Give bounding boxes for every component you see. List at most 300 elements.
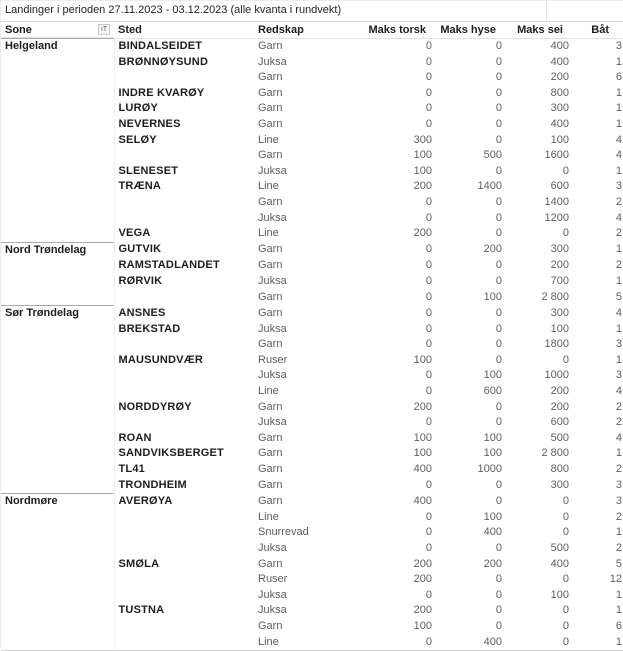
redskap-cell: Garn bbox=[258, 102, 283, 115]
redskap-cell: Juksa bbox=[258, 164, 287, 177]
table-row[interactable] bbox=[1, 179, 623, 195]
redskap-cell: Juksa bbox=[258, 416, 287, 429]
maks-torsk-cell: 0 bbox=[425, 71, 432, 84]
sted-cell: SELØY bbox=[118, 133, 157, 146]
table-row[interactable] bbox=[1, 541, 623, 557]
sted-cell: INDRE KVARØY bbox=[118, 86, 205, 99]
bat-cell: 2 bbox=[615, 195, 622, 208]
sted-cell: SMØLA bbox=[118, 557, 160, 570]
sone-cell: Nordmøre bbox=[1, 494, 114, 510]
table-row[interactable] bbox=[1, 462, 623, 478]
bat-cell: 4 bbox=[615, 385, 622, 398]
maks-torsk-cell: 0 bbox=[425, 416, 432, 429]
maks-torsk-cell: 0 bbox=[425, 542, 432, 554]
redskap-cell: Snurrevad bbox=[258, 526, 309, 539]
sone-cell bbox=[1, 258, 114, 274]
maks-sei-cell: 2 800 bbox=[541, 290, 569, 303]
table-row[interactable] bbox=[1, 306, 623, 322]
table-row[interactable] bbox=[1, 226, 623, 242]
sted-cell bbox=[114, 572, 254, 588]
table-row[interactable] bbox=[1, 55, 623, 71]
maks-torsk-cell: 0 bbox=[425, 102, 432, 115]
maks-hyse-cell: 600 bbox=[483, 385, 502, 398]
sted-cell: BREKSTAD bbox=[118, 322, 181, 335]
maks-hyse-cell: 0 bbox=[495, 117, 502, 130]
bat-cell: 4 bbox=[615, 133, 622, 146]
bat-cell: 1 bbox=[615, 604, 622, 617]
redskap-cell: Garn bbox=[258, 431, 283, 444]
table-row[interactable] bbox=[1, 525, 623, 541]
maks-sei-cell: 400 bbox=[550, 117, 569, 130]
maks-sei-cell: 400 bbox=[550, 40, 569, 52]
sted-cell: BRØNNØYSUND bbox=[118, 55, 209, 68]
maks-torsk-cell: 0 bbox=[425, 117, 432, 130]
maks-hyse-cell: 0 bbox=[495, 353, 502, 366]
filter-icon[interactable]: ıT bbox=[98, 24, 110, 35]
maks-hyse-cell: 100 bbox=[483, 447, 502, 460]
maks-torsk-cell: 0 bbox=[425, 274, 432, 287]
maks-hyse-cell: 0 bbox=[495, 542, 502, 554]
table-row[interactable] bbox=[1, 211, 623, 227]
sted-cell: SANDVIKSBERGET bbox=[118, 447, 224, 460]
maks-torsk-cell: 100 bbox=[413, 164, 432, 177]
sone-cell bbox=[1, 164, 114, 180]
maks-hyse-cell: 200 bbox=[483, 243, 502, 256]
maks-sei-cell: 1000 bbox=[544, 369, 569, 382]
sted-cell: VEGA bbox=[118, 227, 151, 240]
sted-cell bbox=[114, 70, 254, 86]
table-row[interactable] bbox=[1, 322, 623, 338]
maks-hyse-cell: 0 bbox=[495, 588, 502, 601]
table-row[interactable] bbox=[1, 290, 623, 306]
redskap-cell: Juksa bbox=[258, 211, 287, 224]
maks-hyse-cell: 400 bbox=[434, 635, 504, 651]
title-spacer bbox=[547, 1, 623, 21]
maks-sei-cell: 800 bbox=[550, 463, 569, 476]
maks-sei-cell: 100 bbox=[550, 133, 569, 146]
maks-hyse-cell: 0 bbox=[495, 211, 502, 224]
table-row[interactable] bbox=[1, 148, 623, 164]
column-header-maks-torsk[interactable]: Maks torsk bbox=[358, 22, 434, 39]
maks-sei-cell: 2 800 bbox=[541, 447, 569, 460]
table-row[interactable] bbox=[1, 400, 623, 416]
maks-torsk-cell: 100 bbox=[413, 447, 432, 460]
sted-cell bbox=[114, 337, 254, 353]
bat-cell: 1 bbox=[615, 526, 622, 539]
maks-hyse-cell: 0 bbox=[495, 573, 502, 586]
maks-torsk-cell: 0 bbox=[425, 86, 432, 99]
sted-cell bbox=[114, 368, 254, 384]
maks-torsk-cell: 0 bbox=[425, 40, 432, 52]
maks-sei-cell: 300 bbox=[550, 478, 569, 491]
maks-sei-cell: 500 bbox=[550, 542, 569, 554]
table-row[interactable] bbox=[1, 446, 623, 462]
sone-cell bbox=[1, 322, 114, 338]
sone-cell bbox=[1, 179, 114, 195]
maks-hyse-cell: 0 bbox=[495, 86, 502, 99]
table-row[interactable] bbox=[1, 494, 623, 510]
sted-cell bbox=[114, 211, 254, 227]
maks-hyse-cell: 1400 bbox=[477, 180, 502, 193]
maks-hyse-cell: 0 bbox=[495, 494, 502, 507]
sted-cell: NEVERNES bbox=[118, 117, 181, 130]
maks-hyse-cell: 0 bbox=[495, 195, 502, 208]
maks-torsk-cell: 200 bbox=[413, 573, 432, 586]
bat-cell: 1 bbox=[615, 164, 622, 177]
table-row[interactable] bbox=[1, 86, 623, 102]
maks-torsk-cell: 0 bbox=[425, 290, 432, 303]
maks-sei-cell: 0 bbox=[504, 635, 571, 651]
table-row[interactable] bbox=[1, 70, 623, 86]
maks-torsk-cell: 0 bbox=[425, 322, 432, 335]
table-row[interactable] bbox=[1, 431, 623, 447]
sone-cell bbox=[1, 415, 114, 431]
sone-cell bbox=[1, 195, 114, 211]
maks-sei-cell: 400 bbox=[550, 55, 569, 68]
maks-hyse-cell: 100 bbox=[483, 290, 502, 303]
sone-cell bbox=[1, 101, 114, 117]
bat-cell: 1 bbox=[615, 55, 622, 68]
redskap-cell: Garn bbox=[258, 149, 283, 162]
redskap-cell: Juksa bbox=[258, 588, 287, 601]
sted-cell: SLENESET bbox=[118, 164, 179, 177]
maks-sei-cell: 1400 bbox=[544, 195, 569, 208]
maks-hyse-cell: 0 bbox=[495, 478, 502, 491]
maks-torsk-cell: 400 bbox=[413, 494, 432, 507]
maks-sei-cell: 100 bbox=[550, 322, 569, 335]
maks-sei-cell: 1600 bbox=[544, 149, 569, 162]
redskap-cell: Line bbox=[258, 180, 279, 193]
table-row[interactable] bbox=[1, 258, 623, 274]
sone-cell bbox=[1, 525, 114, 541]
table-row[interactable] bbox=[1, 337, 623, 353]
maks-hyse-cell: 0 bbox=[495, 55, 502, 68]
sone-cell bbox=[1, 290, 114, 306]
maks-sei-cell: 300 bbox=[550, 102, 569, 115]
maks-sei-cell: 0 bbox=[562, 526, 569, 539]
sone-cell bbox=[1, 478, 114, 494]
maks-hyse-cell: 200 bbox=[483, 557, 502, 570]
maks-hyse-cell: 0 bbox=[495, 259, 502, 272]
maks-torsk-cell: 0 bbox=[425, 306, 432, 319]
maks-torsk-cell: 300 bbox=[413, 133, 432, 146]
sted-cell: ANSNES bbox=[118, 306, 166, 319]
redskap-cell: Garn bbox=[258, 619, 283, 632]
sone-cell bbox=[1, 274, 114, 290]
redskap-cell: Garn bbox=[258, 306, 283, 319]
bat-cell: 3 bbox=[615, 40, 622, 52]
redskap-cell: Juksa bbox=[258, 55, 287, 68]
redskap-cell: Juksa bbox=[258, 322, 287, 335]
table-row[interactable] bbox=[1, 557, 623, 573]
column-header-maks-sei[interactable]: Maks sei bbox=[504, 22, 571, 39]
sted-cell bbox=[114, 588, 254, 604]
redskap-cell: Garn bbox=[258, 86, 283, 99]
sone-cell bbox=[1, 462, 114, 478]
maks-hyse-cell: 0 bbox=[495, 274, 502, 287]
table-row[interactable] bbox=[1, 195, 623, 211]
sted-cell bbox=[114, 510, 254, 526]
maks-sei-cell: 200 bbox=[550, 71, 569, 84]
maks-hyse-cell: 0 bbox=[495, 164, 502, 177]
maks-torsk-cell: 0 bbox=[425, 195, 432, 208]
sted-cell: AVERØYA bbox=[118, 494, 173, 507]
maks-hyse-cell: 0 bbox=[495, 227, 502, 240]
redskap-cell: Garn bbox=[258, 463, 283, 476]
maks-hyse-cell: 500 bbox=[483, 149, 502, 162]
sted-cell bbox=[114, 541, 254, 557]
maks-torsk-cell: 0 bbox=[425, 55, 432, 68]
maks-hyse-cell: 0 bbox=[495, 604, 502, 617]
maks-torsk-cell: 0 bbox=[425, 588, 432, 601]
redskap-cell: Ruser bbox=[258, 353, 288, 366]
bat-cell: 2 bbox=[615, 416, 622, 429]
maks-sei-cell: 800 bbox=[550, 86, 569, 99]
data-table bbox=[1, 22, 623, 651]
redskap-cell: Garn bbox=[258, 494, 283, 507]
bat-cell: 2 bbox=[615, 463, 622, 476]
report-title: Landinger i perioden 27.11.2023 - 03.12.2023 (alle kvanta i rundvekt) bbox=[1, 1, 547, 21]
maks-sei-cell: 0 bbox=[562, 573, 569, 586]
bat-cell: 1 bbox=[615, 322, 622, 335]
bat-cell: 2 bbox=[615, 510, 622, 523]
redskap-cell: Garn bbox=[258, 557, 283, 570]
bat-cell: 1 bbox=[615, 117, 622, 130]
sone-cell bbox=[1, 572, 114, 588]
maks-sei-cell: 1200 bbox=[544, 211, 569, 224]
redskap-cell: Juksa bbox=[258, 274, 287, 287]
maks-torsk-cell: 200 bbox=[413, 604, 432, 617]
table-row[interactable] bbox=[1, 368, 623, 384]
maks-hyse-cell: 0 bbox=[495, 338, 502, 351]
maks-sei-cell: 100 bbox=[550, 588, 569, 601]
sted-cell: RAMSTADLANDET bbox=[118, 259, 220, 272]
redskap-cell: Juksa bbox=[258, 604, 287, 617]
maks-hyse-cell: 0 bbox=[495, 619, 502, 632]
sone-cell bbox=[1, 211, 114, 227]
sone-cell bbox=[1, 400, 114, 416]
redskap-cell: Garn bbox=[258, 243, 283, 256]
bat-cell: 4 bbox=[615, 306, 622, 319]
bat-cell: 6 bbox=[615, 71, 622, 84]
bat-cell: 5 bbox=[615, 290, 622, 303]
maks-sei-cell: 200 bbox=[550, 259, 569, 272]
sone-cell bbox=[1, 510, 114, 526]
sone-cell bbox=[1, 619, 114, 635]
sted-cell: TL41 bbox=[118, 463, 145, 476]
bat-cell: 4 bbox=[615, 211, 622, 224]
sted-cell bbox=[114, 415, 254, 431]
column-header-sted[interactable]: Sted bbox=[114, 22, 254, 39]
table-row[interactable] bbox=[1, 274, 623, 290]
maks-sei-cell: 600 bbox=[550, 416, 569, 429]
maks-torsk-cell: 200 bbox=[413, 557, 432, 570]
maks-hyse-cell: 100 bbox=[483, 369, 502, 382]
maks-torsk-cell: 0 bbox=[425, 510, 432, 523]
maks-sei-cell: 200 bbox=[550, 400, 569, 413]
maks-torsk-cell: 200 bbox=[413, 227, 432, 240]
maks-sei-cell: 0 bbox=[562, 510, 569, 523]
column-header-redskap[interactable]: Redskap bbox=[254, 22, 358, 39]
maks-torsk-cell: 100 bbox=[413, 149, 432, 162]
table-row[interactable] bbox=[1, 353, 623, 369]
sone-cell bbox=[1, 431, 114, 447]
maks-sei-cell: 300 bbox=[550, 243, 569, 256]
sone-cell bbox=[1, 353, 114, 369]
redskap-cell: Garn bbox=[258, 259, 283, 272]
column-header-sone[interactable] bbox=[1, 22, 114, 38]
redskap-cell: Garn bbox=[258, 447, 283, 460]
maks-torsk-cell: 0 bbox=[425, 338, 432, 351]
bat-cell: 1 bbox=[615, 243, 622, 256]
maks-sei-cell: 700 bbox=[550, 274, 569, 287]
maks-hyse-cell: 400 bbox=[483, 526, 502, 539]
bat-cell: 6 bbox=[615, 619, 622, 632]
maks-torsk-cell: 0 bbox=[358, 635, 434, 651]
maks-hyse-cell: 0 bbox=[495, 102, 502, 115]
sted-cell: LURØY bbox=[118, 102, 158, 115]
maks-torsk-cell: 100 bbox=[413, 431, 432, 444]
table-row[interactable] bbox=[1, 415, 623, 431]
column-label-sone: Sone bbox=[5, 23, 32, 36]
bat-cell: 1 bbox=[615, 102, 622, 115]
table-row[interactable] bbox=[1, 619, 623, 635]
maks-torsk-cell: 0 bbox=[425, 385, 432, 398]
maks-sei-cell: 400 bbox=[550, 557, 569, 570]
table-row[interactable] bbox=[1, 39, 623, 55]
table-row[interactable] bbox=[1, 164, 623, 180]
sted-cell: BINDALSEIDET bbox=[118, 40, 203, 52]
table-row[interactable] bbox=[1, 635, 623, 651]
bat-cell: 12 bbox=[609, 573, 622, 586]
maks-sei-cell: 300 bbox=[550, 306, 569, 319]
bat-cell: 2 bbox=[615, 400, 622, 413]
maks-hyse-cell: 0 bbox=[495, 400, 502, 413]
maks-sei-cell: 0 bbox=[562, 494, 569, 507]
sted-cell bbox=[114, 619, 254, 635]
sone-cell: Helgeland bbox=[1, 39, 114, 55]
sone-cell bbox=[1, 446, 114, 462]
redskap-cell: Garn bbox=[258, 71, 283, 84]
table-row[interactable] bbox=[1, 588, 623, 604]
maks-hyse-cell: 0 bbox=[495, 416, 502, 429]
maks-sei-cell: 200 bbox=[550, 385, 569, 398]
sted-cell: NORDDYRØY bbox=[118, 400, 192, 413]
redskap-cell: Garn bbox=[258, 195, 283, 208]
header-row bbox=[1, 22, 623, 39]
sted-cell: TRONDHEIM bbox=[118, 478, 187, 491]
bat-cell: 3 bbox=[615, 180, 622, 193]
sone-cell bbox=[1, 86, 114, 102]
maks-torsk-cell: 0 bbox=[425, 526, 432, 539]
maks-torsk-cell: 0 bbox=[425, 478, 432, 491]
sone-cell bbox=[1, 55, 114, 71]
bat-cell: 1 bbox=[615, 353, 622, 366]
table-row[interactable] bbox=[1, 101, 623, 117]
redskap-cell: Juksa bbox=[258, 369, 287, 382]
maks-hyse-cell: 0 bbox=[495, 322, 502, 335]
redskap-cell: Line bbox=[258, 133, 279, 146]
redskap-cell: Garn bbox=[258, 117, 283, 130]
maks-sei-cell: 0 bbox=[562, 604, 569, 617]
maks-hyse-cell: 0 bbox=[495, 71, 502, 84]
table-row[interactable] bbox=[1, 510, 623, 526]
bat-cell: 4 bbox=[615, 149, 622, 162]
table-row[interactable] bbox=[1, 478, 623, 494]
sone-cell bbox=[1, 384, 114, 400]
maks-hyse-cell: 1000 bbox=[477, 463, 502, 476]
bat-cell: 1 bbox=[615, 447, 622, 460]
sone-cell bbox=[1, 368, 114, 384]
bat-cell: 5 bbox=[615, 557, 622, 570]
sone-cell bbox=[1, 70, 114, 86]
table-row[interactable] bbox=[1, 603, 623, 619]
bat-cell: 3 bbox=[615, 478, 622, 491]
sted-cell: RØRVIK bbox=[118, 274, 163, 287]
table-row[interactable] bbox=[1, 133, 623, 149]
maks-torsk-cell: 200 bbox=[413, 180, 432, 193]
bat-cell: 3 bbox=[615, 338, 622, 351]
redskap-cell: Ruser bbox=[258, 573, 288, 586]
sone-cell bbox=[1, 148, 114, 164]
maks-sei-cell: 600 bbox=[550, 180, 569, 193]
sone-cell bbox=[1, 635, 114, 651]
maks-hyse-cell: 0 bbox=[495, 133, 502, 146]
redskap-cell: Line bbox=[258, 385, 279, 398]
table-row[interactable] bbox=[1, 384, 623, 400]
bat-cell: 1 bbox=[615, 86, 622, 99]
table-row[interactable] bbox=[1, 242, 623, 258]
sted-cell: ROAN bbox=[118, 431, 152, 444]
column-header-maks-hyse[interactable]: Maks hyse bbox=[434, 22, 504, 39]
sted-cell bbox=[114, 635, 254, 651]
sted-cell: GUTVIK bbox=[118, 243, 162, 256]
bat-cell: 2 bbox=[615, 227, 622, 240]
sone-cell bbox=[1, 603, 114, 619]
bat-cell: 2 bbox=[615, 542, 622, 554]
redskap-cell: Line bbox=[258, 510, 279, 523]
maks-torsk-cell: 200 bbox=[413, 400, 432, 413]
maks-hyse-cell: 100 bbox=[483, 510, 502, 523]
bat-cell: 2 bbox=[615, 259, 622, 272]
redskap-cell: Line bbox=[254, 635, 358, 651]
bat-cell: 1 bbox=[615, 274, 622, 287]
maks-torsk-cell: 0 bbox=[425, 243, 432, 256]
maks-torsk-cell: 0 bbox=[425, 369, 432, 382]
column-header-bat[interactable]: Båt bbox=[571, 22, 623, 39]
sone-cell: Sør Trøndelag bbox=[1, 306, 114, 322]
maks-sei-cell: 0 bbox=[562, 619, 569, 632]
sted-cell bbox=[114, 195, 254, 211]
sone-cell bbox=[1, 133, 114, 149]
sone-cell bbox=[1, 117, 114, 133]
redskap-cell: Garn bbox=[258, 290, 283, 303]
maks-torsk-cell: 0 bbox=[425, 211, 432, 224]
maks-torsk-cell: 0 bbox=[425, 259, 432, 272]
sone-cell bbox=[1, 588, 114, 604]
bat-cell: 3 bbox=[615, 494, 622, 507]
maks-sei-cell: 0 bbox=[562, 353, 569, 366]
redskap-cell: Line bbox=[258, 227, 279, 240]
table-row[interactable] bbox=[1, 117, 623, 133]
sone-cell bbox=[1, 337, 114, 353]
maks-hyse-cell: 0 bbox=[495, 306, 502, 319]
bat-cell: 4 bbox=[615, 431, 622, 444]
maks-torsk-cell: 100 bbox=[413, 619, 432, 632]
maks-torsk-cell: 400 bbox=[413, 463, 432, 476]
table-row[interactable] bbox=[1, 572, 623, 588]
maks-sei-cell: 500 bbox=[550, 431, 569, 444]
